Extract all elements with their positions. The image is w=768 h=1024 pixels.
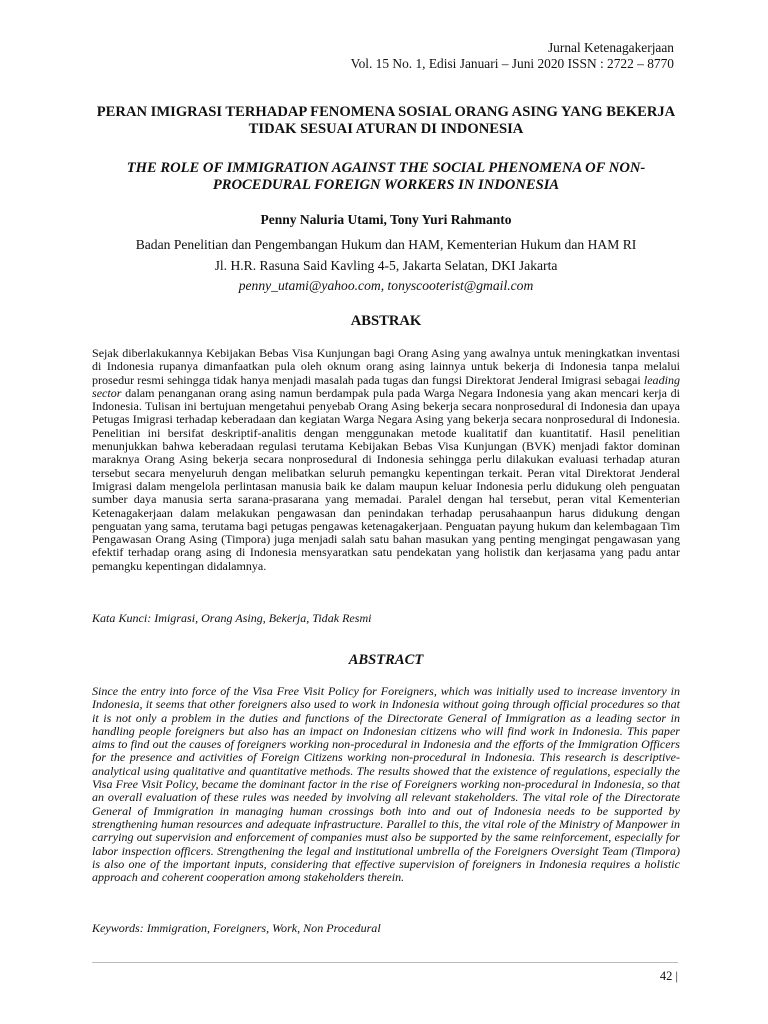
abstract-heading: ABSTRACT: [348, 652, 424, 668]
title-indonesian: PERAN IMIGRASI TERHADAP FENOMENA SOSIAL ORANG ASING YANG BEKERJA TIDAK SESUAI ATURAN DI INDONESIA: [96, 104, 676, 137]
footer-divider: [92, 962, 678, 963]
keywords: Keywords: Immigration, Foreigners, Work, Non Procedural: [92, 921, 381, 935]
affiliation: Badan Penelitian dan Pengembangan Hukum dan HAM, Kementerian Hukum dan HAM RI: [135, 237, 637, 252]
abstrak-body: [92, 347, 680, 573]
abstrak-text-part2: dalam penanganan orang asing namun berdampak pula pada Warga Negara Indonesia yang akan mencari kerja di Indonesia. Tulisan ini bertujuan mengetahui penyebab Orang Asing bekerja secara nonprosedural di Indonesia dan upaya Petugas Imigrasi terhadap keberadaan dan kegiatan Warga Negara Asing yang bekerja secara nonprosedural di Indonesia. Penelitian ini bersifat deskriptif-analitis dengan menggunakan metode kualitatif dan kuantitatif. Hasil penelitian menunjukkan bahwa keberadaan regulasi terutama Kebijakan Bebas Visa Kunjungan (BVK) menjadi faktor dominan maraknya Orang Asing bekerja secara nonprosedural di Indonesia sehingga perlu dilakukan evaluasi terhadap aturan tersebut secara menyeluruh dengan melibatkan seluruh pemangku kepentingan terkait. Peran vital Direktorat Jenderal Imigrasi dalam mengelola perlintasan manusia baik ke dalam maupun keluar Indonesia perlu didukung oleh penguatan sumber daya manusia serta sarana-prasarana yang memadai. Paralel dengan hal tersebut, peran vital Kementerian Ketenagakerjaan dalam melakukan pengawasan dan penindakan terhadap perusahaanpun harus didukung dengan penguatan yang sama, terutama bagi petugas pengawas ketenagakerjaan. Penguatan payung hukum dan kelembagaan Tim Pengawasan Orang Asing (Timpora) juga menjadi salah satu bahan masukan yang penting mengingat pengawasan yang efektif terhadap orang asing di Indonesia mensyaratkan satu pendekatan yang holistik dan kerjasama yang padu antar pemangku kepentingan didalamnya.: [92, 385, 680, 573]
journal-name: Jurnal Ketenagakerjaan: [547, 40, 674, 55]
journal-issue: Vol. 15 No. 1, Edisi Januari – Juni 2020 ISSN : 2722 – 8770: [350, 56, 674, 71]
author-emails: penny_utami@yahoo.com, tonyscooterist@gmail.com: [238, 278, 534, 293]
abstract-body: Since the entry into force of the Visa Free Visit Policy for Foreigners, which was initially used to increase inventory in Indonesia, it seems that other foreigners also used to work in Indonesia without going through official procedures so that it is not only a problem in the duties and functions of the Directorate General of Immigration as a leading sector in handling people foreigners but also has an impact on Indonesian citizens who will find work in Indonesia. This paper aims to find out the causes of foreigners working non-procedural in Indonesia and the efforts of the Immigration Officers for the presence and activities of Foreign Citizens working non-procedural in Indonesia. This research is descriptive-analytical using qualitative and quantitative methods. The results showed that the existence of regulations, especially the Visa Free Visit Policy, became the dominant factor in the rise of Foreigners working non-procedural in Indonesia, so that an overall evaluation of these rules was needed by involving all relevant stakeholders. The vital role of the Directorate General of Immigration in managing human crossings both into and out of Indonesia needs to be supported by strengthening human resources and adequate infrastructure. Parallel to this, the vital role of the Ministry of Manpower in carrying out supervision and enforcement of companies must also be supported by the same reinforcement, especially for labor inspection officers. Strengthening the legal and institutional umbrella of the Foreigners Oversight Team (Timpora) is also one of the important inputs, considering that effective supervision of foreigners in Indonesia requires a holistic approach and coherent cooperation among stakeholders therein.: [92, 684, 680, 885]
kata-kunci: Kata Kunci: Imigrasi, Orang Asing, Bekerja, Tidak Resmi: [92, 611, 372, 625]
author-list: Penny Naluria Utami, Tony Yuri Rahmanto: [260, 212, 512, 227]
abstrak-text-part1: Sejak diberlakukannya Kebijakan Bebas Visa Kunjungan bagi Orang Asing yang awalnya untuk meningkatkan inventasi di Indonesia rupanya dimanfaatkan pula oleh oknum orang asing lainnya untuk bekerja di Indonesia tanpa melalui prosedur resmi sehingga tidak hanya menjadi masalah pada tugas dan fungsi Direktorat Jenderal Imigrasi sebagai: [92, 346, 680, 387]
address: Jl. H.R. Rasuna Said Kavling 4-5, Jakarta Selatan, DKI Jakarta: [214, 258, 558, 273]
abstrak-italic-term: leading sector: [92, 372, 680, 400]
abstrak-heading: ABSTRAK: [350, 313, 422, 329]
running-header: [351, 40, 674, 72]
page-number: 42 |: [659, 969, 678, 983]
title-english: THE ROLE OF IMMIGRATION AGAINST THE SOCIAL PHENOMENA OF NON-PROCEDURAL FOREIGN WORKERS IN INDONESIA: [126, 160, 646, 193]
